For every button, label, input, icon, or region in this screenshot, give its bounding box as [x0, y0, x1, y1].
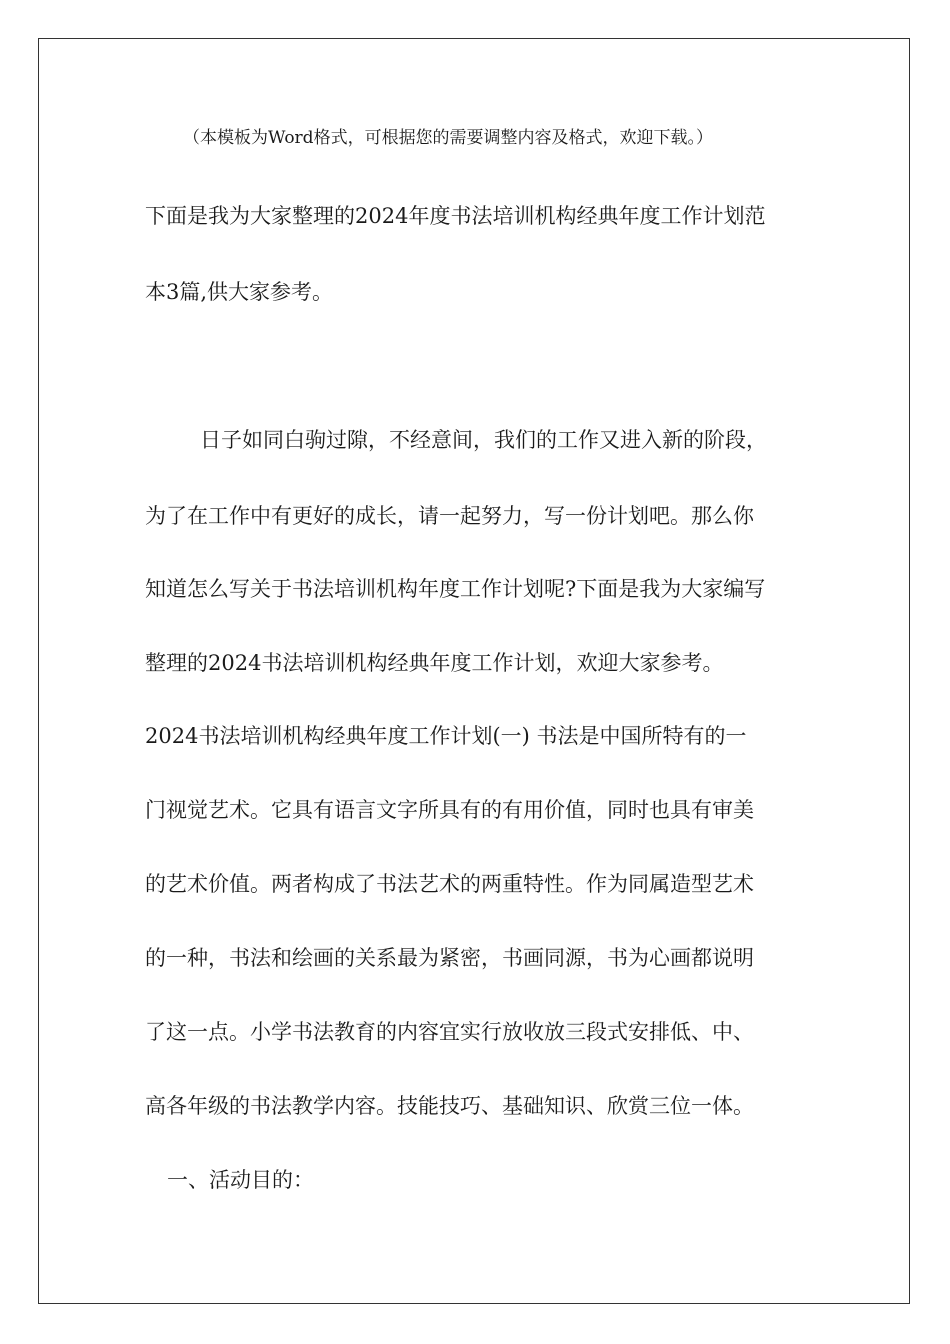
paragraph1-line-3: 知道怎么写关于书法培训机构年度工作计划呢?下面是我为大家编写 [145, 577, 766, 601]
paragraph1-line-4: 整理的2024书法培训机构经典年度工作计划，欢迎大家参考。 [145, 651, 724, 675]
paragraph2-line-4: 的一种，书法和绘画的关系最为紧密，书画同源，书为心画都说明 [145, 946, 754, 970]
paragraph2-line-2: 门视觉艺术。它具有语言文字所具有的有用价值，同时也具有审美 [145, 798, 754, 822]
intro-line-1: 下面是我为大家整理的2024年度书法培训机构经典年度工作计划范 [145, 204, 766, 228]
template-note: （本模板为Word格式，可根据您的需要调整内容及格式，欢迎下载。） [183, 128, 714, 148]
section-heading: 一、活动目的： [167, 1168, 314, 1192]
paragraph1-line-1: 日子如同白驹过隙，不经意间，我们的工作又进入新的阶段， [200, 428, 767, 452]
paragraph2-line-6: 高各年级的书法教学内容。技能技巧、基础知识、欣赏三位一体。 [145, 1094, 754, 1118]
paragraph2-line-1: 2024书法培训机构经典年度工作计划(一) 书法是中国所特有的一 [145, 724, 747, 748]
intro-line-2: 本3篇,供大家参考。 [145, 280, 334, 304]
paragraph2-line-5: 了这一点。小学书法教育的内容宜实行放收放三段式安排低、中、 [145, 1020, 754, 1044]
paragraph1-line-2: 为了在工作中有更好的成长，请一起努力，写一份计划吧。那么你 [145, 504, 754, 528]
paragraph2-line-3: 的艺术价值。两者构成了书法艺术的两重特性。作为同属造型艺术 [145, 872, 754, 896]
